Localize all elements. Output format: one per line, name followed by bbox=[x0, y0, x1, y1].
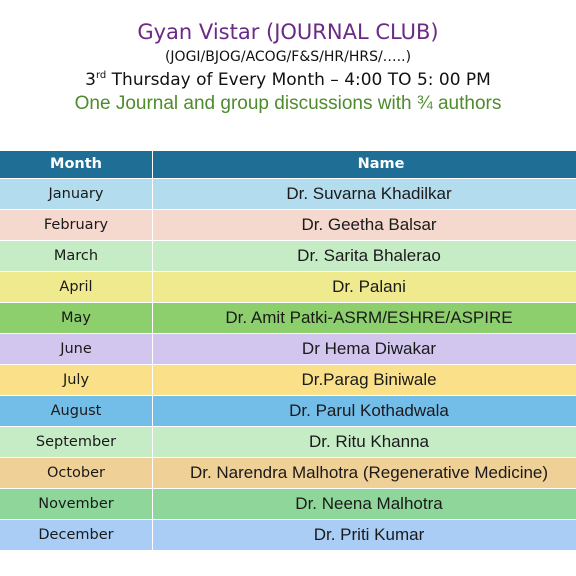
schedule-text: Thursday of Every Month – 4:00 TO 5: 00 PM bbox=[106, 70, 491, 90]
name-cell: Dr. Narendra Malhotra (Regenerative Medicine) bbox=[189, 463, 549, 482]
month-cell: November bbox=[0, 489, 153, 519]
journal-list: (JOGI/BJOG/ACOG/F&S/HR/HRS/…..) bbox=[164, 49, 412, 65]
table-row bbox=[0, 241, 576, 272]
name-cell: Dr. Neena Malhotra bbox=[295, 494, 443, 513]
month-cell: February bbox=[0, 210, 153, 240]
schedule-line bbox=[0, 68, 576, 92]
month-cell: December bbox=[0, 520, 153, 550]
name-cell: Dr. Parul Kothadwala bbox=[289, 401, 449, 420]
schedule-table bbox=[0, 151, 576, 551]
month-cell: September bbox=[0, 427, 153, 457]
table-row bbox=[0, 427, 576, 458]
format-description: One Journal and group discussions with ¾ authors bbox=[74, 93, 502, 114]
table-row bbox=[0, 303, 576, 334]
name-cell: Dr.Parag Biniwale bbox=[301, 370, 437, 389]
schedule-ordinal: 3 bbox=[85, 70, 96, 90]
table-row bbox=[0, 272, 576, 303]
table-row bbox=[0, 365, 576, 396]
month-cell: May bbox=[0, 303, 153, 333]
table-row bbox=[0, 458, 576, 489]
name-cell: Dr Hema Diwakar bbox=[301, 339, 437, 358]
table-row bbox=[0, 520, 576, 551]
name-cell: Dr. Suvarna Khadilkar bbox=[286, 184, 452, 203]
month-cell: August bbox=[0, 396, 153, 426]
name-cell: Dr. Palani bbox=[332, 277, 406, 296]
month-cell: July bbox=[0, 365, 153, 395]
month-cell: April bbox=[0, 272, 153, 302]
table-row bbox=[0, 489, 576, 520]
name-cell: Dr. Amit Patki-ASRM/ESHRE/ASPIRE bbox=[225, 308, 513, 327]
page-title: Gyan Vistar (JOURNAL CLUB) bbox=[137, 20, 439, 44]
month-cell: October bbox=[0, 458, 153, 488]
schedule-ordinal-suffix: rd bbox=[95, 70, 107, 81]
name-cell: Dr. Priti Kumar bbox=[313, 525, 425, 544]
column-header-month: Month bbox=[0, 151, 153, 178]
table-body bbox=[0, 179, 576, 551]
table-row bbox=[0, 396, 576, 427]
table-row bbox=[0, 334, 576, 365]
column-header-name: Name bbox=[357, 156, 405, 172]
month-cell: March bbox=[0, 241, 153, 271]
header bbox=[0, 18, 576, 116]
month-cell: January bbox=[0, 179, 153, 209]
name-cell: Dr. Geetha Balsar bbox=[301, 215, 437, 234]
table-row bbox=[0, 179, 576, 210]
table-row bbox=[0, 210, 576, 241]
month-cell: June bbox=[0, 334, 153, 364]
name-cell: Dr. Ritu Khanna bbox=[308, 432, 429, 451]
table-header-row bbox=[0, 151, 576, 179]
name-cell: Dr. Sarita Bhalerao bbox=[297, 246, 441, 265]
